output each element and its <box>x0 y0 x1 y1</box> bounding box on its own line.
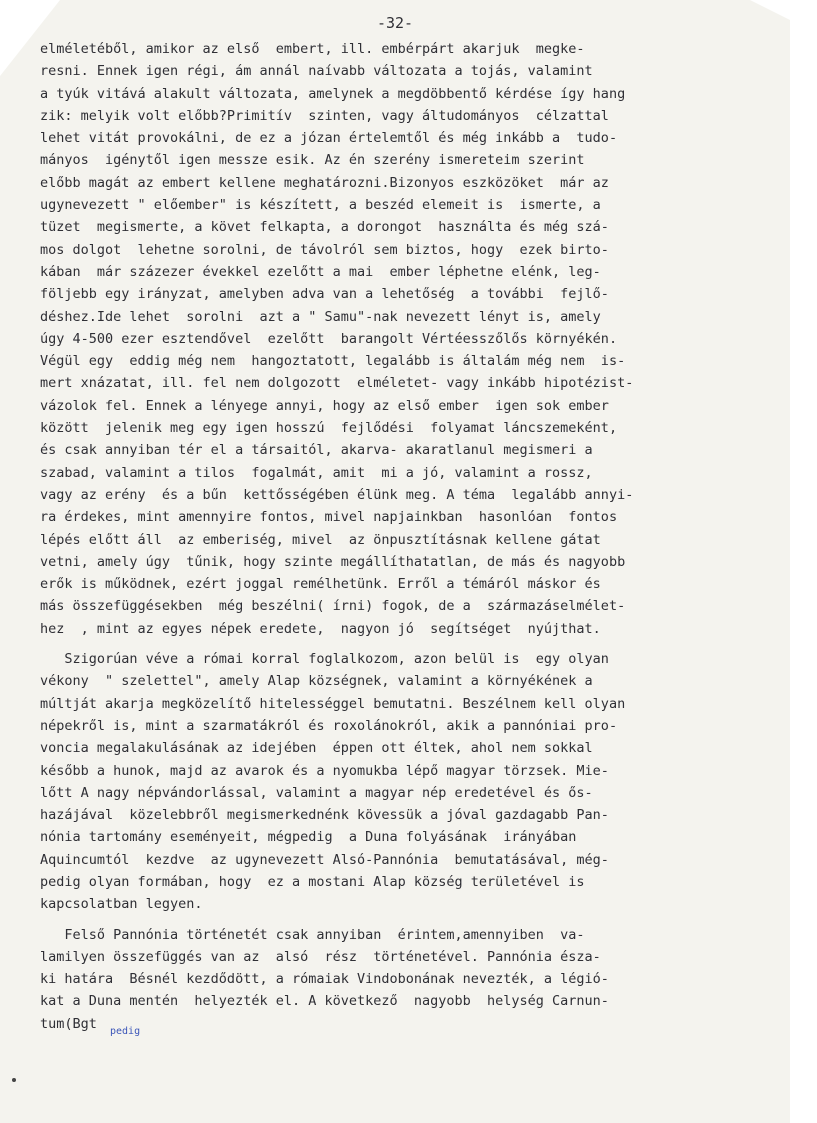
text-line: nónia tartomány eseményeit, mégpedig a Duna folyásának irányában <box>40 829 577 846</box>
paragraph-1 <box>40 38 785 640</box>
text-line: és csak annyiban tér el a társaitól, akarva- akaratlanul megismeri a <box>40 442 593 459</box>
text-line: szabad, valamint a tilos fogalmát, amit mi a jó, valamint a rossz, <box>40 464 593 481</box>
text-line: mányos igénytől igen messze esik. Az én szerény ismereteim szerint <box>40 152 585 169</box>
text-line: később a hunok, majd az avarok és a nyomukba lépő magyar törzsek. Mie- <box>40 762 609 779</box>
margin-dot <box>12 1078 16 1082</box>
handwritten-note: pedig <box>110 1026 141 1037</box>
paragraph-3 <box>40 924 785 1035</box>
text-line: népekről is, mint a szarmatákról és roxolánokról, akik a pannóniai pro- <box>40 717 618 734</box>
text-line: vékony " szelettel", amely Alap községnek, valamint a környékének a <box>40 673 593 690</box>
text-line: hez , mint az egyes népek eredete, nagyon jó segítséget nyújthat. <box>40 620 601 637</box>
text-line: között jelenik meg egy igen hosszú fejlődési folyamat láncszemeként, <box>40 420 618 437</box>
text-line: más összefüggésekben még beszélni( írni) fogok, de a származáselmélet- <box>40 598 626 615</box>
text-line: pedig olyan formában, hogy ez a mostani Alap község területével is <box>40 873 585 890</box>
text-line: lamilyen összefüggés van az alsó rész történetével. Pannónia észa- <box>40 948 601 965</box>
text-body <box>40 38 785 1035</box>
text-line: voncia megalakulásának az idejében éppen ott éltek, ahol nem sokkal <box>40 740 593 757</box>
text-line: mos dolgot lehetne sorolni, de távolról sem biztos, hogy ezek birto- <box>40 241 609 258</box>
text-line: vagy az erény és a bűn kettősségében élünk meg. A téma legalább annyi- <box>40 486 634 503</box>
text-line: lőtt A nagy népvándorlással, valamint a magyar nép eredetével és ős- <box>40 784 593 801</box>
text-line: zik: melyik volt előbb?Primitív szinten, vagy áltudományos célzattal <box>40 107 609 124</box>
text-line: kat a Duna mentén helyezték el. A következő nagyobb helység Carnun- <box>40 993 609 1010</box>
text-line: ra érdekes, mint amennyire fontos, mivel napjainkban hasonlóan fontos <box>40 509 618 526</box>
text-line: lehet vitát provokálni, de ez a józan értelemtől és még inkább a tudo- <box>40 130 618 147</box>
text-line: ugynevezett " előember" is készített, a beszéd elemeit is ismerte, a <box>40 197 601 214</box>
page-number: -32- <box>376 14 414 32</box>
text-line: tüzet megismerte, a követ felkapta, a dorongot használta és még szá- <box>40 219 609 236</box>
text-line: a tyúk vitává alakult változata, amelynek a megdöbbentő kérdése így hang <box>40 85 626 102</box>
text-line: erők is működnek, ezért joggal remélhetünk. Erről a témáról máskor és <box>40 576 601 593</box>
text-line: mert xnázatat, ill. fel nem dolgozott elméletet- vagy inkább hipotézist- <box>40 375 634 392</box>
text-line: tum(Bgt <box>40 1015 97 1032</box>
text-line: kában már százezer évekkel ezelőtt a mai ember léphetne elénk, leg- <box>40 263 601 280</box>
text-line: Szigorúan véve a római korral foglalkozom, azon belül is egy olyan <box>40 651 609 668</box>
paragraph-gap <box>40 916 785 924</box>
text-line: elméletéből, amikor az első embert, ill. embérpárt akarjuk megke- <box>40 41 585 57</box>
text-line: resni. Ennek igen régi, ám annál naívabb változata a tojás, valamint <box>40 63 593 80</box>
text-line: lépés előtt áll az emberiség, mivel az önpusztításnak kellene gátat <box>40 531 601 548</box>
text-line: múltját akarja megközelítő hitelességgel bemutatni. Beszélnem kell olyan <box>40 695 626 712</box>
paragraph-gap <box>40 640 785 648</box>
text-line: vetni, amely úgy tűnik, hogy szinte megállíthatatlan, de más és nagyobb <box>40 553 626 570</box>
text-line: ki határa Bésnél kezdődött, a rómaiak Vindobonának nevezték, a légió- <box>40 971 609 988</box>
paragraph-2 <box>40 648 785 916</box>
text-line: vázolok fel. Ennek a lényege annyi, hogy az első ember igen sok ember <box>40 397 609 414</box>
text-line: Felső Pannónia történetét csak annyiban érintem,amennyiben va- <box>40 926 585 943</box>
text-line: Végül egy eddig még nem hangoztatott, legalább is általám még nem is- <box>40 353 626 370</box>
text-line: úgy 4-500 ezer esztendővel ezelőtt barangolt Vértéesszőlős környékén. <box>40 330 618 347</box>
text-line: déshez.Ide lehet sorolni azt a " Samu"-nak nevezett lényt is, amely <box>40 308 601 325</box>
text-line: hazájával közelebbről megismerkednénk kövessük a jóval gazdagabb Pan- <box>40 807 609 824</box>
text-line: előbb magát az embert kellene meghatározni.Bizonyos eszközöket már az <box>40 174 609 191</box>
text-line: kapcsolatban legyen. <box>40 896 203 913</box>
text-line: följebb egy irányzat, amelyben adva van a lehetőség a további fejlő- <box>40 286 609 303</box>
text-line: Aquincumtól kezdve az ugynevezett Alsó-Pannónia bemutatásával, még- <box>40 851 609 868</box>
